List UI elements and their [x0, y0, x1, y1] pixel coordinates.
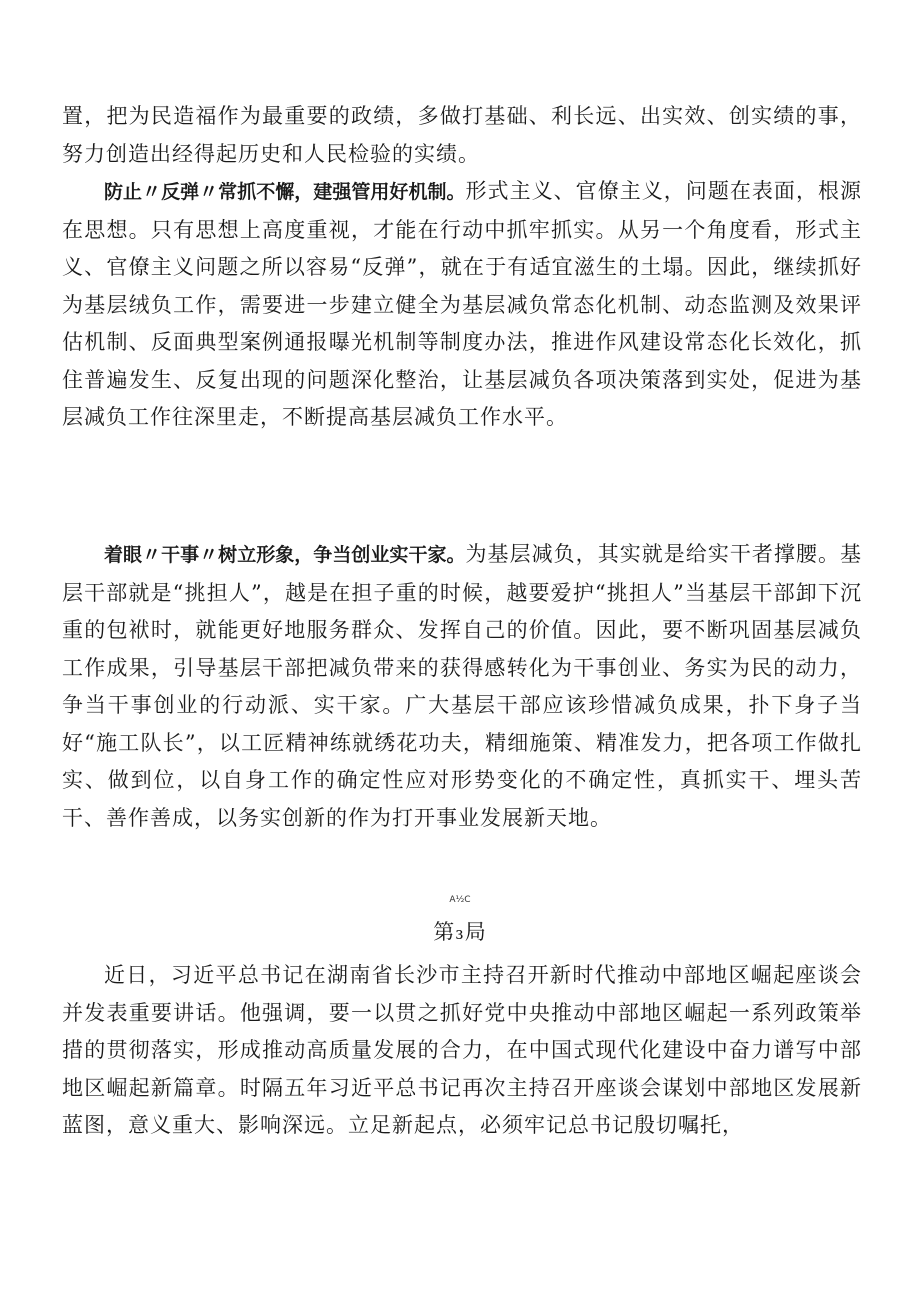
paragraph-2-text: 形式主义、官僚主义，问题在表面，根源在思想。只有思想上高度重视，才能在行动中抓牢抓实。从另一个角度看，形式主义、官僚主义问题之所以容易“反弹”，就在于有适宜滋生的土塌。因此，继续抓好为基层绒负工作，需要进一步建立健全为基层减负常态化机制、动态监测及效果评估机制、反面典型案例通报曝光机制等制度办法，推进作风建设常态化长效化，抓住普遍发生、反复出现的问题深化整治，让基层减负各项决策落到实处，促进为基层减负工作往深里走，不断提高基层减负工作水平。	[62, 179, 862, 429]
paragraph-3-lead: 着眼〃干事〃树立形象，争当创业实干家。	[104, 544, 466, 566]
paragraph-1	[62, 98, 862, 173]
paragraph-4-text: 近日，习近平总书记在湖南省长沙市主持召开新时代推动中部地区崛起座谈会并发表重要讲话。他强调，要一以贯之抓好党中央推动中部地区崛起一系列政策举措的贯彻落实，形成推动高质量发展的合力，在中国式现代化建设中奋力谱写中部地区崛起新篇章。时隔五年习近平总书记再次主持召开座谈会谋划中部地区发展新蓝图，意义重大、影响深远。立足新起点，必须牢记总书记殷切嘱托，	[62, 963, 862, 1137]
paragraph-3-text: 为基层减负，其实就是给实干者撑腰。基层干部就是“挑担人”，越是在担子重的时候，越要爱护“挑担人”当基层干部卸下沉重的包袱时，就能更好地服务群众、发挥自己的价值。因此，要不断巩固基层减负工作成果，引导基层干部把减负带来的获得感转化为干事创业、务实为民的动力，争当干事创业的行动派、实干家。广大基层干部应该珍惜减负成果，扑下身子当好“施工队长”，以工匠精神练就绣花功夫，精细施策、精准发力，把各项工作做扎实、做到位，以自身工作的确定性应对形势变化的不确定性，真抓实干、埋头苦干、善作善成，以务实创新的作为打开事业发展新天地。	[62, 542, 862, 830]
paragraph-4	[62, 957, 862, 1145]
section-marker: A½C	[449, 895, 471, 905]
section-title: 第₃局	[433, 920, 487, 944]
paragraph-1-text: 置，把为民造福作为最重要的政绩，多做打基础、利长远、出实效、创实绩的事，努力创造出经得起历史和人民检验的实绩。	[62, 104, 862, 166]
paragraph-2-lead: 防止〃反弹〃常抓不懈，建强管用好机制。	[104, 181, 466, 203]
paragraph-3	[62, 536, 862, 837]
paragraph-2	[62, 173, 862, 437]
